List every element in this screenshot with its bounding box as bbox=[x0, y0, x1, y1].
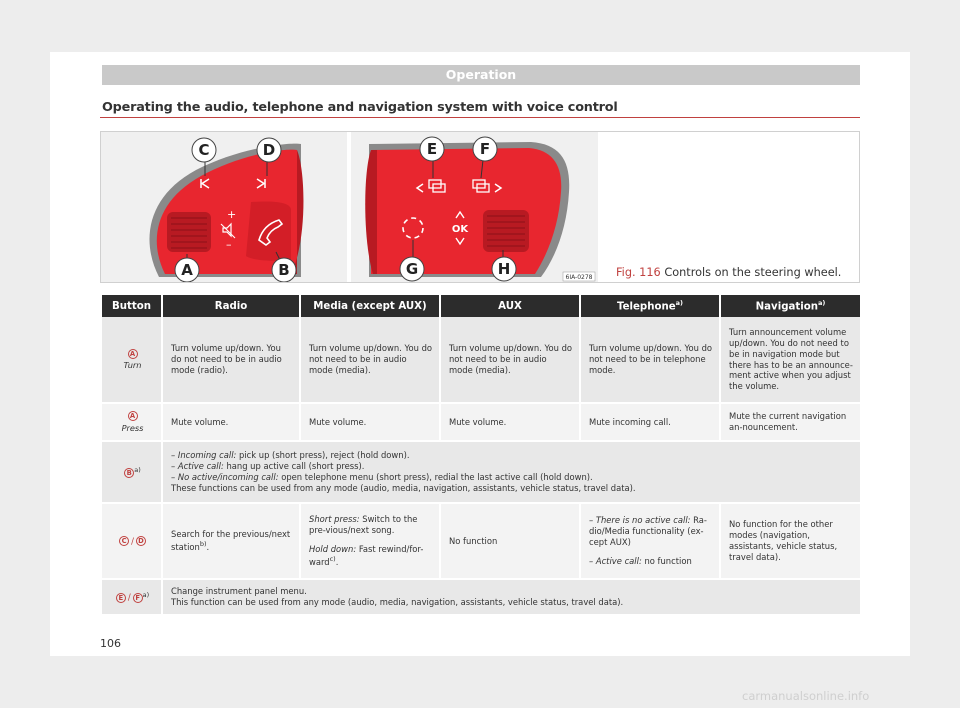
page-number: 106 bbox=[100, 637, 121, 650]
col-header-navigation: Navigation$^{a)}$ bbox=[720, 295, 860, 317]
figure-number: Fig. 116 bbox=[616, 266, 661, 279]
table-row bbox=[102, 579, 860, 615]
cell-span-ef: Change instrument panel menu. This function can be used from any mode (audio, media, navigation, assistants, vehicle status, travel data). bbox=[162, 579, 860, 615]
table-header-row bbox=[102, 295, 860, 317]
page-title: Operating the audio, telephone and navigation system with voice control bbox=[102, 100, 618, 115]
row-key-cell: C / D bbox=[102, 503, 162, 579]
section-title: Operation bbox=[445, 67, 517, 82]
table-row bbox=[102, 403, 860, 441]
cell-aux: No function bbox=[440, 503, 580, 579]
label-c: C bbox=[198, 141, 210, 159]
label-d: D bbox=[262, 141, 276, 159]
cell-telephone: – There is no active call: Ra-dio/Media functionality (ex-cept AUX) – Active call: no function bbox=[580, 503, 720, 579]
key-badge: A bbox=[128, 411, 138, 421]
col-header-aux: AUX bbox=[440, 295, 580, 317]
label-f: F bbox=[479, 140, 491, 158]
steering-controls-svg bbox=[101, 132, 598, 282]
ok-label[interactable]: OK bbox=[451, 224, 469, 235]
label-b: B bbox=[278, 261, 290, 279]
key-badge: A bbox=[128, 349, 138, 359]
cell-navigation: No function for the other modes (navigation, assistants, vehicle status, travel data). bbox=[720, 503, 860, 579]
table-row bbox=[102, 503, 860, 579]
row-key-cell: A Turn bbox=[102, 317, 162, 403]
figure-caption-text: Controls on the steering wheel. bbox=[664, 266, 842, 279]
cell-media: Mute volume. bbox=[300, 403, 440, 441]
cell-radio: Turn volume up/down. You do not need to be in audio mode (radio). bbox=[162, 317, 300, 403]
row-key-cell: A Press bbox=[102, 403, 162, 441]
table-row bbox=[102, 441, 860, 503]
right-panel bbox=[371, 148, 561, 274]
volume-up-icon: + bbox=[227, 208, 237, 221]
volume-down-icon: – bbox=[226, 238, 232, 251]
key-badge: E bbox=[116, 593, 126, 603]
table-row bbox=[102, 317, 860, 403]
key-badge: C bbox=[119, 536, 129, 546]
cell-navigation: Mute the current navigation an-nouncement. bbox=[720, 403, 860, 441]
row-key-cell: B $^{a)}$ bbox=[102, 441, 162, 503]
steering-controls-figure bbox=[101, 132, 598, 282]
phone-button-b[interactable] bbox=[246, 201, 291, 260]
cell-navigation: Turn announcement volume up/down. You do not need to be in navigation mode but there has to be an announce-ment active when you adjust the volume. bbox=[720, 317, 860, 403]
row-key-cell: E / F $^{a)}$ bbox=[102, 579, 162, 615]
cell-aux: Turn volume up/down. You do not need to be in audio mode (media). bbox=[440, 317, 580, 403]
cell-telephone: Mute incoming call. bbox=[580, 403, 720, 441]
col-header-telephone: Telephone$^{a)}$ bbox=[580, 295, 720, 317]
cell-telephone: Turn volume up/down. You do not need to be in telephone mode. bbox=[580, 317, 720, 403]
section-header bbox=[102, 65, 860, 85]
key-badge: F bbox=[133, 593, 143, 603]
col-header-radio: Radio bbox=[162, 295, 300, 317]
cell-media: Turn volume up/down. You do not need to be in audio mode (media). bbox=[300, 317, 440, 403]
watermark: carmanualsonline.info bbox=[742, 689, 870, 703]
label-e: E bbox=[426, 140, 438, 158]
label-a: A bbox=[181, 261, 193, 279]
key-badge: D bbox=[136, 536, 146, 546]
cell-aux: Mute volume. bbox=[440, 403, 580, 441]
cell-radio: Mute volume. bbox=[162, 403, 300, 441]
figure-caption bbox=[616, 266, 841, 279]
col-header-button: Button bbox=[102, 295, 162, 317]
controls-table bbox=[102, 295, 860, 616]
label-g: G bbox=[405, 260, 419, 278]
cell-span-b: – Incoming call: pick up (short press), reject (hold down). – Active call: hang up active call (short press). – No active/incoming call: open telephone menu (short press), redial the last active call (hold down). These functions can be used from any mode (audio, media, navigation, assistants, vehicle status, travel data). bbox=[162, 441, 860, 503]
cell-radio: Search for the previous/next station$^{b)}$. bbox=[162, 503, 300, 579]
cell-media: Short press: Switch to the pre-vious/next song. Hold down: Fast rewind/for-ward$^{c)}$. bbox=[300, 503, 440, 579]
col-header-media: Media (except AUX) bbox=[300, 295, 440, 317]
image-code: 6IA-0278 bbox=[565, 274, 593, 281]
key-badge: B bbox=[124, 468, 134, 478]
title-divider bbox=[100, 117, 860, 118]
label-h: H bbox=[497, 260, 511, 278]
